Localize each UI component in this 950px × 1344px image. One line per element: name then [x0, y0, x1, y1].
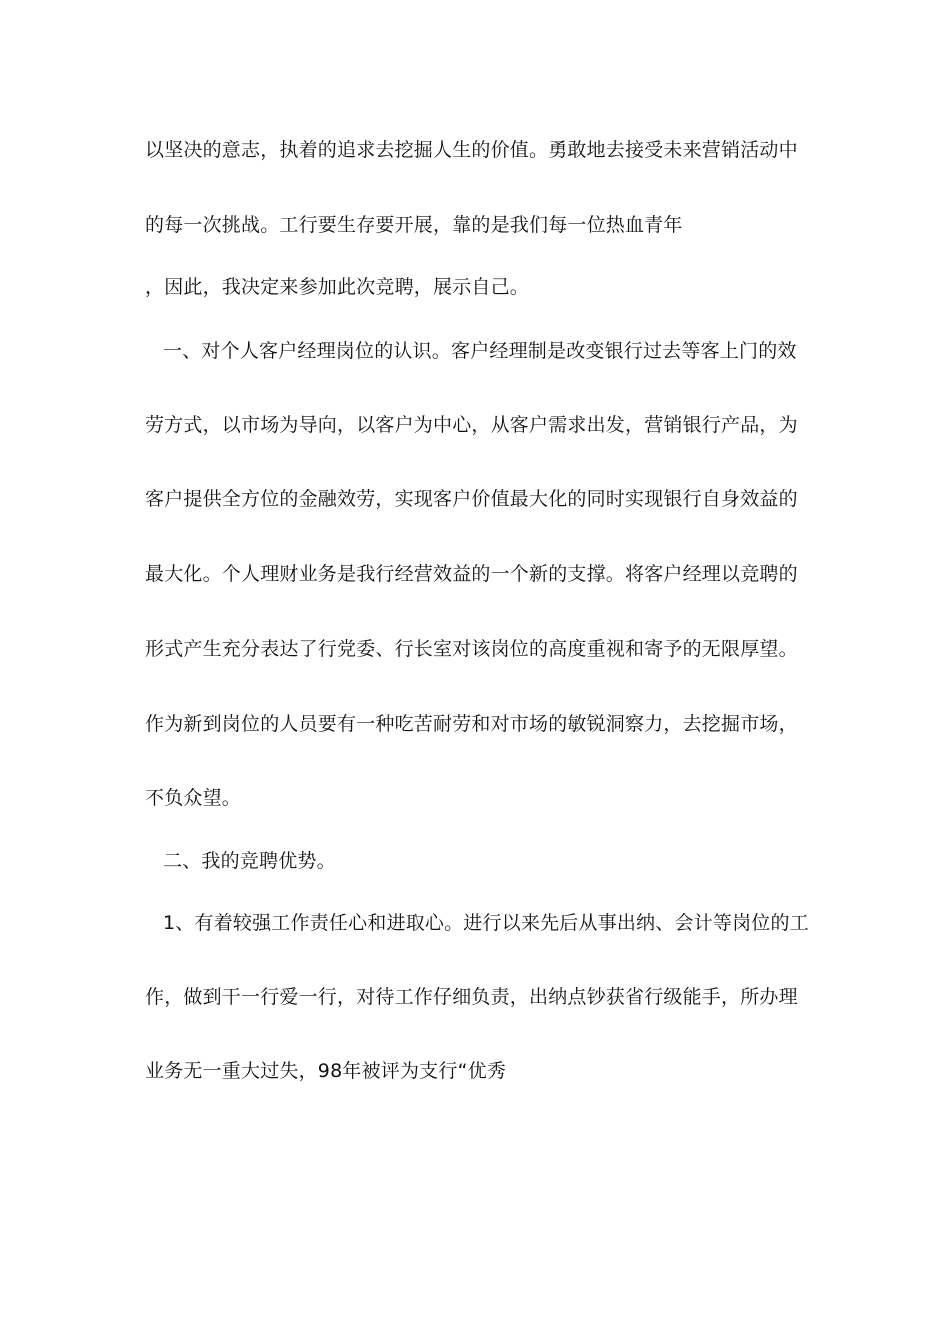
body-text-line: 劳方式，以市场为导向，以客户为中心，从客户需求出发，营销银行产品，为 — [145, 414, 798, 436]
body-text-line: 以坚决的意志，执着的追求去挖掘人生的价值。勇敢地去接受未来营销活动中 — [145, 139, 798, 161]
body-text-line: 最大化。个人理财业务是我行经营效益的一个新的支撑。将客户经理以竞聘的 — [145, 563, 798, 585]
section-heading-line: 二、我的竞聘优势。 — [163, 850, 336, 872]
body-text-line: 形式产生充分表达了行党委、行长室对该岗位的高度重视和寄予的无限厚望。 — [145, 638, 798, 660]
list-item-line: 1、有着较强工作责任心和进取心。进行以来先后从事出纳、会计等岗位的工 — [163, 912, 809, 934]
body-text-line: 的每一次挑战。工行要生存要开展，靠的是我们每一位热血青年 — [145, 214, 683, 236]
body-text-line: 不负众望。 — [145, 787, 242, 809]
section-heading-line: 一、对个人客户经理岗位的认识。客户经理制是改变银行过去等客上门的效 — [163, 340, 797, 362]
body-text-line: 客户提供全方位的金融效劳，实现客户价值最大化的同时实现银行自身效益的 — [145, 488, 798, 510]
body-text-line: 作，做到干一行爱一行，对待工作仔细负责，出纳点钞获省行级能手，所办理 — [145, 986, 798, 1008]
body-text-line: 作为新到岗位的人员要有一种吃苦耐劳和对市场的敏锐洞察力，去挖掘市场， — [145, 713, 798, 735]
body-text-line: 业务无一重大过失，98年被评为支行“优秀 — [145, 1060, 507, 1082]
body-text-line: ，因此，我决定来参加此次竞聘，展示自己。 — [145, 276, 530, 298]
